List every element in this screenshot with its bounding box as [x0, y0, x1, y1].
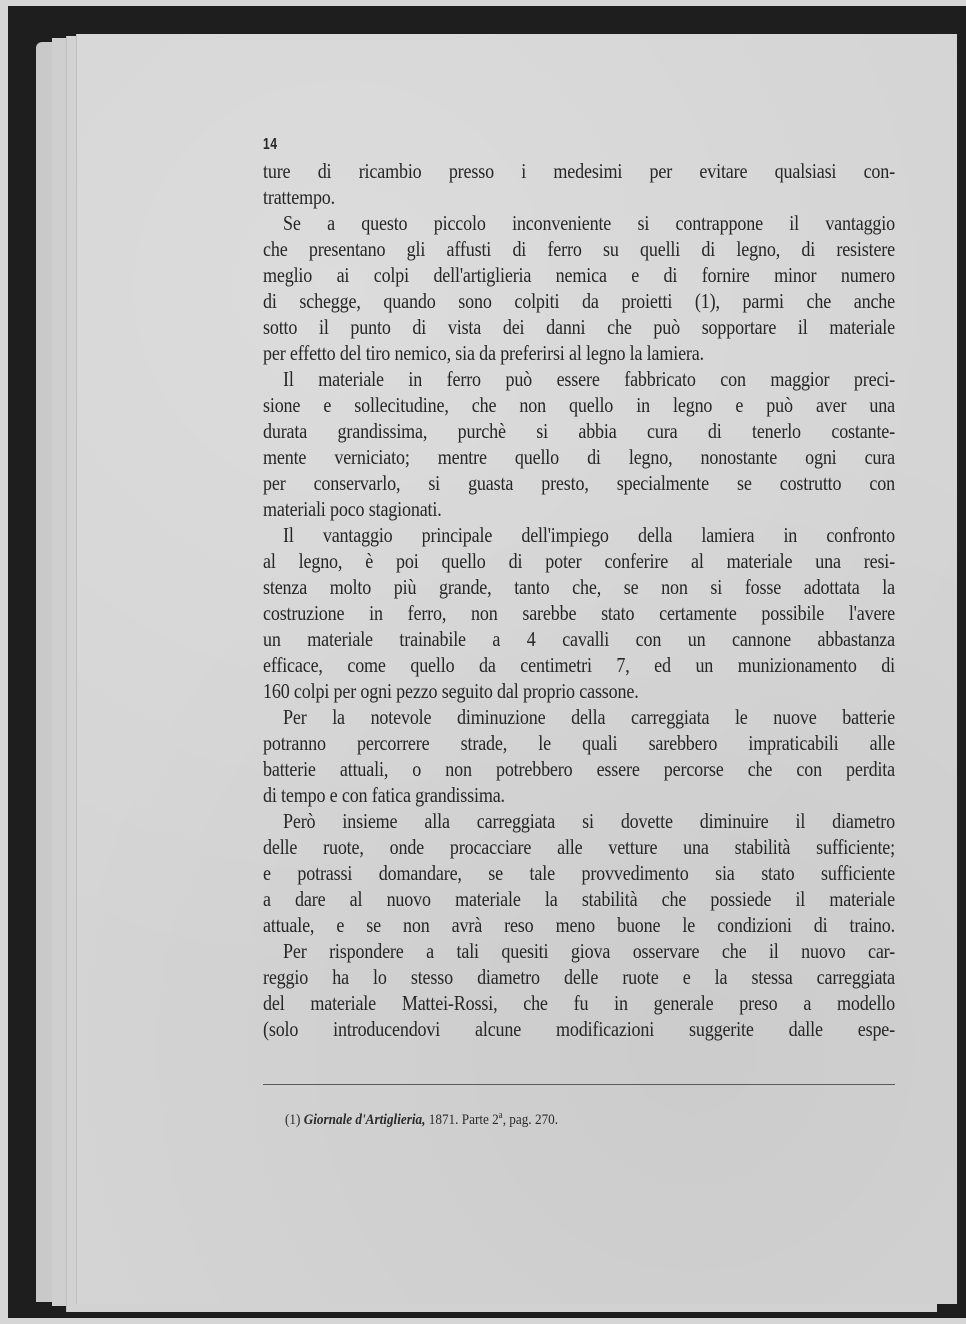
text-line — [263, 574, 895, 600]
text-line — [263, 626, 895, 652]
text-line — [263, 1016, 895, 1042]
text-line — [263, 782, 895, 808]
footnote-page-ref: , pag. 270. — [502, 1112, 559, 1128]
text-line — [263, 366, 895, 392]
text-line — [263, 808, 895, 834]
text-line-content: per conservarlo, si guasta presto, specialmente se costrutto con — [263, 471, 895, 495]
text-line-content: mente verniciato; mentre quello di legno, nonostante ogni cura — [263, 445, 895, 469]
text-line — [263, 184, 895, 210]
text-line — [263, 496, 895, 522]
text-line — [263, 860, 895, 886]
text-line-content: costruzione in ferro, non sarebbe stato certamente possibile l'avere — [263, 601, 895, 625]
text-line-content: a dare al nuovo materiale la stabilità che possiede il materiale — [263, 887, 895, 911]
text-line-content: (solo introducendovi alcune modificazioni suggerite dalle espe- — [263, 1017, 895, 1041]
text-line-content: Il materiale in ferro può essere fabbricato con maggior preci- — [283, 367, 895, 391]
text-line-content: durata grandissima, purchè si abbia cura di tenerlo costante- — [263, 419, 895, 443]
text-line — [263, 314, 895, 340]
footnote-part: Parte 2 — [461, 1112, 499, 1128]
text-line-content: trattempo. — [263, 185, 336, 209]
text-line-content: batterie attuali, o non potrebbero essere percorse che con perdita — [263, 757, 895, 781]
text-line — [263, 444, 895, 470]
text-line — [263, 210, 895, 236]
text-line-content: ture di ricambio presso i medesimi per evitare qualsiasi con- — [263, 159, 895, 183]
text-line-content: meglio ai colpi dell'artiglieria nemica e di fornire minor numero — [263, 263, 895, 287]
text-line — [263, 418, 895, 444]
text-line — [263, 288, 895, 314]
text-line-content: sione e sollecitudine, che non quello in legno e può aver una — [263, 393, 895, 417]
footnote-year: 1871. — [428, 1112, 459, 1128]
text-line — [263, 522, 895, 548]
text-line-content: Però insieme alla carreggiata si dovette diminuire il diametro — [283, 809, 895, 833]
text-line — [263, 912, 895, 938]
text-line-content: un materiale trainabile a 4 cavalli con un cannone abbastanza — [263, 627, 895, 651]
text-line-content: delle ruote, onde procacciare alle vetture una stabilità sufficiente; — [263, 835, 895, 859]
text-line-content: e potrassi domandare, se tale provvedimento sia stato sufficiente — [263, 861, 895, 885]
text-line-content: Per rispondere a tali quesiti giova osservare che il nuovo car- — [283, 939, 895, 963]
text-line-content: di schegge, quando sono colpiti da proietti (1), parmi che anche — [263, 289, 895, 313]
page-text-block — [263, 132, 895, 1042]
text-line — [263, 730, 895, 756]
text-line-content: che presentano gli affusti di ferro su quelli di legno, di resistere — [263, 237, 895, 261]
footnote-divider — [263, 1084, 895, 1085]
text-line-content: Per la notevole diminuzione della carreggiata le nuove batterie — [283, 705, 895, 729]
text-line — [263, 340, 895, 366]
text-line — [263, 470, 895, 496]
text-line-content: sotto il punto di vista dei danni che può sopportare il materiale — [263, 315, 895, 339]
text-line — [263, 652, 895, 678]
text-line-content: materiali poco stagionati. — [263, 497, 442, 521]
text-line — [263, 834, 895, 860]
text-line — [263, 704, 895, 730]
footnote-marker: (1) — [285, 1112, 301, 1128]
text-line — [263, 158, 895, 184]
footnote-journal: Giornale d'Artiglieria, — [303, 1112, 426, 1128]
text-line — [263, 990, 895, 1016]
footnote-part-superscript: a — [498, 1110, 503, 1121]
text-line — [263, 548, 895, 574]
text-line — [263, 392, 895, 418]
text-line-content: al legno, è poi quello di poter conferire al materiale una resi- — [263, 549, 895, 573]
text-line — [263, 938, 895, 964]
text-line — [263, 236, 895, 262]
body-text — [263, 158, 895, 1042]
text-line — [263, 964, 895, 990]
text-line — [263, 600, 895, 626]
footnote — [285, 1110, 558, 1129]
text-line — [263, 756, 895, 782]
text-line-content: Se a questo piccolo inconveniente si contrappone il vantaggio — [283, 211, 895, 235]
text-line — [263, 678, 895, 704]
text-line-content: stenza molto più grande, tanto che, se non si fosse adottata la — [263, 575, 895, 599]
text-line-content: del materiale Mattei-Rossi, che fu in generale preso a modello — [263, 991, 895, 1015]
text-line-content: reggio ha lo stesso diametro delle ruote e la stessa carreggiata — [263, 965, 895, 989]
text-line-content: Il vantaggio principale dell'impiego della lamiera in confronto — [283, 523, 895, 547]
text-line-content: potranno percorrere strade, le quali sarebbero impraticabili alle — [263, 731, 895, 755]
text-line-content: 160 colpi per ogni pezzo seguito dal proprio cassone. — [263, 679, 639, 703]
text-line — [263, 262, 895, 288]
text-line-content: efficace, come quello da centimetri 7, ed un munizionamento di — [263, 653, 895, 677]
text-line — [263, 886, 895, 912]
text-line-content: di tempo e con fatica grandissima. — [263, 783, 505, 807]
page-number: 14 — [263, 136, 278, 153]
text-line-content: attuale, e se non avrà reso meno buone le condizioni di traino. — [263, 913, 895, 937]
text-line-content: per effetto del tiro nemico, sia da preferirsi al legno la lamiera. — [263, 341, 704, 365]
